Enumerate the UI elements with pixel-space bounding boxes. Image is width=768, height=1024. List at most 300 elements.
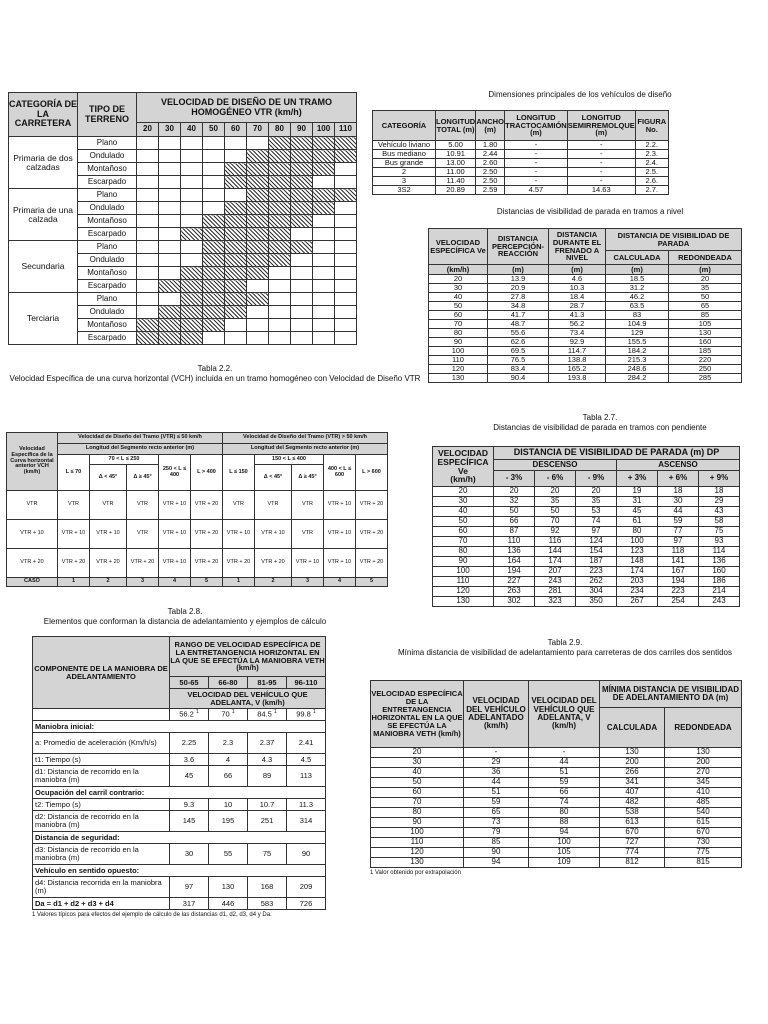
cell: 45: [170, 766, 209, 787]
unit: (m): [606, 265, 669, 275]
speed-range-cell: [291, 293, 313, 306]
speed-range-cell: [137, 280, 159, 293]
table-row: [9, 137, 357, 150]
speed-range-cell: [137, 241, 159, 254]
section-label: Maniobra inicial:: [33, 721, 326, 733]
cell: 105: [669, 320, 742, 329]
cell: VTR: [255, 491, 292, 520]
speed-range-cell: [313, 150, 335, 163]
speed-range-cell: [269, 150, 291, 163]
cell: 100: [529, 838, 600, 848]
cell: 2.3: [209, 733, 248, 754]
cell: 194: [494, 567, 535, 577]
caso-cell: 1: [223, 578, 255, 587]
speed-range-cell: [137, 215, 159, 228]
cell: 40: [433, 507, 494, 517]
cell: 263: [494, 587, 535, 597]
table-row: [429, 302, 742, 311]
cell: 223: [576, 567, 617, 577]
cell: 145: [170, 811, 209, 832]
cell: VTR: [223, 491, 255, 520]
terrain-cell: Ondulado: [78, 254, 137, 267]
cell: 2.60: [476, 159, 505, 168]
h7-red: REDONDEADA: [665, 708, 742, 748]
cell: 446: [209, 898, 248, 910]
speed-range-cell: [159, 306, 181, 319]
cell: 80: [617, 527, 658, 537]
speed-range-cell: [137, 189, 159, 202]
speed-range-cell: [181, 215, 203, 228]
cell: 93: [699, 537, 740, 547]
speed-range-cell: [225, 228, 247, 241]
speed-range-cell: [247, 293, 269, 306]
cell: 20: [429, 275, 488, 284]
h-vtr-b: Velocidad de Diseño del Tramo (VTR) > 50 km/h: [223, 433, 388, 444]
speed-range-cell: [137, 267, 159, 280]
speed-range-cell: [291, 228, 313, 241]
speed-range-cell: [269, 228, 291, 241]
cell: 30: [170, 844, 209, 865]
cell: a: Promedio de aceleración (Km/h/s): [33, 733, 170, 754]
cell: 88: [529, 818, 600, 828]
cell: 281: [535, 587, 576, 597]
speed-80: 80: [269, 123, 291, 137]
table-row: [7, 520, 388, 549]
cell: -: [505, 177, 568, 186]
speed-range-cell: [159, 176, 181, 189]
h-dvp: DISTANCIA DE VISIBILIDAD DE PARADA: [606, 229, 742, 251]
cell: 62.6: [488, 338, 549, 347]
cell: 124: [576, 537, 617, 547]
table-row: [33, 898, 326, 910]
caso-cell: 1: [58, 578, 90, 587]
speed-range-cell: [247, 280, 269, 293]
speed-range-cell: [269, 215, 291, 228]
h7-adelantado: VELOCIDAD DEL VEHÍCULO ADELANTADO (km/h): [464, 681, 529, 748]
footnote-typical: 1 Valores típicos para efectos del ejemplo de cálculo de las distancias d1, d2, d3, d4 y Da.: [32, 912, 272, 918]
cell: VTR: [58, 491, 90, 520]
speed-range-cell: [335, 254, 357, 267]
cell: 184.2: [606, 347, 669, 356]
speed-40: 40: [181, 123, 203, 137]
min-overtaking-table: [370, 680, 742, 876]
table-row: [433, 567, 740, 577]
vel-value: 70: [221, 709, 230, 719]
cell: 165.2: [549, 365, 606, 374]
table-row: [33, 865, 326, 877]
cell: 97: [658, 537, 699, 547]
grade-col: - 6%: [535, 471, 576, 487]
table-row: [433, 587, 740, 597]
speed-range-cell: [335, 319, 357, 332]
cell: VTR + 10: [324, 520, 356, 549]
cell: VTR + 10: [292, 549, 324, 578]
speed-range-cell: [225, 176, 247, 189]
cell: 250: [669, 365, 742, 374]
h-vtr-a: Velocidad de Diseño del Tramo (VTR) ≤ 50 km/h: [58, 433, 223, 444]
speed-range-cell: [225, 267, 247, 280]
speed-range-cell: [203, 189, 225, 202]
speed-range-cell: [137, 319, 159, 332]
cell: 2.7.: [635, 186, 668, 195]
cell: 10.7: [248, 799, 287, 811]
speed-range-cell: [247, 319, 269, 332]
cell: 160: [699, 567, 740, 577]
cell: 80: [529, 808, 600, 818]
cell: d4: Distancia recorrida en la maniobra (m): [33, 877, 170, 898]
header-col: CATEGORÍA: [373, 111, 436, 141]
cell: 66: [209, 766, 248, 787]
speed-range-cell: [335, 332, 357, 345]
speed-30: 30: [159, 123, 181, 137]
speed-range-cell: [181, 254, 203, 267]
speed-range-cell: [269, 137, 291, 150]
speed-range-cell: [291, 280, 313, 293]
cell: 20: [576, 487, 617, 497]
cell: 141: [658, 557, 699, 567]
cell: 32: [494, 497, 535, 507]
caption-text: Velocidad Específica de una curva horizontal (VCH) incluida en un tramo homogéneo con Velocidad de Diseño VTR: [9, 373, 421, 383]
header-category: CATEGORÍA DE LA CARRETERA: [9, 93, 78, 137]
cell: 30: [433, 497, 494, 507]
cell: 18: [658, 487, 699, 497]
cell: 154: [576, 547, 617, 557]
cell: 774: [600, 848, 665, 858]
cell: 615: [665, 818, 742, 828]
cell: 45: [617, 507, 658, 517]
speed-range-cell: [313, 280, 335, 293]
speed-range-cell: [203, 202, 225, 215]
speed-range-cell: [181, 176, 203, 189]
table-row: [371, 838, 742, 848]
speed-range-cell: [203, 267, 225, 280]
table-row: [371, 848, 742, 858]
cell: 4: [209, 754, 248, 766]
speed-range-cell: [247, 241, 269, 254]
speed-range-cell: [291, 176, 313, 189]
cell: 2.6.: [635, 177, 668, 186]
h5-ve-b: Ve: [458, 465, 468, 476]
table-row: [371, 768, 742, 778]
table-row: [371, 778, 742, 788]
cell: VTR + 20: [7, 549, 58, 578]
cell: 65: [669, 302, 742, 311]
vel-cell: [287, 709, 326, 721]
cell: 148: [617, 557, 658, 567]
cell: 90: [429, 338, 488, 347]
cell: 120: [433, 587, 494, 597]
cell: VTR + 20: [255, 549, 292, 578]
cell: 50: [494, 507, 535, 517]
cell: 193.8: [549, 374, 606, 383]
cell: 730: [665, 838, 742, 848]
grade-col: - 9%: [576, 471, 617, 487]
speed-110: 110: [335, 123, 357, 137]
speed-range-cell: [225, 280, 247, 293]
caso-cell: CASO: [7, 578, 58, 587]
terrain-cell: Escarpado: [78, 228, 137, 241]
blank: [33, 709, 170, 721]
h5-asc: ASCENSO: [617, 460, 740, 471]
cell: 3: [373, 177, 436, 186]
cell: VTR + 20: [191, 549, 223, 578]
cell: 155.5: [606, 338, 669, 347]
cell: 136: [699, 557, 740, 567]
footnote-mark: 1: [273, 709, 277, 716]
cell: 254: [658, 597, 699, 607]
category-cell: Secundaria: [9, 241, 78, 293]
cell: VTR + 10: [324, 549, 356, 578]
section-label: Ocupación del carril contrario:: [33, 787, 326, 799]
speed-range-cell: [203, 163, 225, 176]
speed-range-cell: [203, 150, 225, 163]
cell: 70: [371, 798, 464, 808]
speed-range-cell: [203, 306, 225, 319]
caption-table-2-2: [0, 364, 430, 383]
cell: 174: [535, 557, 576, 567]
cell: 410: [665, 788, 742, 798]
terrain-cell: Plano: [78, 293, 137, 306]
cell: 66: [529, 788, 600, 798]
cell: -: [505, 141, 568, 150]
cell: 20.89: [436, 186, 476, 195]
cell: 583: [248, 898, 287, 910]
speed-range-cell: [269, 332, 291, 345]
cell: 80: [429, 329, 488, 338]
cell: 314: [287, 811, 326, 832]
cell: t2: Tiempo (s): [33, 799, 170, 811]
cell: 220: [669, 356, 742, 365]
table-row: [371, 758, 742, 768]
speed-range-cell: [225, 306, 247, 319]
cell: 20.9: [488, 284, 549, 293]
footnote-extrapolation: 1 Valor obtenido por extrapolación: [370, 870, 461, 876]
c6: Δ < 45°: [255, 465, 292, 491]
cell: 2.41: [287, 733, 326, 754]
cell: 53: [576, 507, 617, 517]
cell: 59: [529, 778, 600, 788]
cell: 29: [464, 758, 529, 768]
cell: 200: [600, 758, 665, 768]
cell: VTR + 20: [356, 520, 388, 549]
cell: 44: [464, 778, 529, 788]
cell: 540: [665, 808, 742, 818]
speed-range-cell: [269, 176, 291, 189]
caso-cell: 5: [356, 578, 388, 587]
caso-cell: 3: [292, 578, 324, 587]
speed-range-cell: [203, 280, 225, 293]
curve-speed-table: [6, 432, 388, 587]
speed-range-cell: [203, 215, 225, 228]
speed-range-cell: [159, 332, 181, 345]
cell: 4.5: [287, 754, 326, 766]
cell: 13.9: [488, 275, 549, 284]
cell: 70: [535, 517, 576, 527]
table-row: [7, 491, 388, 520]
cell: 58: [699, 517, 740, 527]
cell: 90: [464, 848, 529, 858]
grade-col: - 3%: [494, 471, 535, 487]
cell: 60: [433, 527, 494, 537]
cell: 130: [669, 329, 742, 338]
table-row: [33, 787, 326, 799]
h5-dp: DISTANCIA DE VISIBILIDAD DE PARADA (m) DP: [494, 447, 740, 460]
speed-range-cell: [159, 319, 181, 332]
h-mid-b: 150 < L ≤ 400: [255, 455, 324, 465]
terrain-cell: Escarpado: [78, 280, 137, 293]
cell: 50: [433, 517, 494, 527]
cell: 130: [209, 877, 248, 898]
speed-range-cell: [313, 137, 335, 150]
cell: 407: [600, 788, 665, 798]
cell: 123: [617, 547, 658, 557]
cell: 284.2: [606, 374, 669, 383]
table-row: [9, 293, 357, 306]
caption-title: Tabla 2.7.: [582, 413, 618, 422]
caso-cell: 5: [191, 578, 223, 587]
h-mid-a: 70 < L ≤ 250: [90, 455, 159, 465]
speed-range-cell: [291, 319, 313, 332]
speed-range-cell: [269, 189, 291, 202]
h-red: REDONDEADA: [669, 251, 742, 265]
cell: 2.37: [248, 733, 287, 754]
unit: (km/h): [429, 265, 488, 275]
table-row: [371, 748, 742, 758]
speed-range-cell: [247, 254, 269, 267]
cell: 56.2: [549, 320, 606, 329]
h6-rango: RANGO DE VELOCIDAD ESPECÍFICA DE LA ENTRETANGENCIA HORIZONTAL EN LA QUE SE EFECTÚA LA MANIOBRA VETH (km/h): [170, 637, 326, 677]
cell: 113: [287, 766, 326, 787]
c9: L > 600: [356, 455, 388, 491]
cell: 2.3.: [635, 150, 668, 159]
cell: 538: [600, 808, 665, 818]
cell: 215.3: [606, 356, 669, 365]
grade-col: + 6%: [658, 471, 699, 487]
cell: 13.00: [436, 159, 476, 168]
cell: 243: [699, 597, 740, 607]
cell: -: [529, 748, 600, 758]
speed-100: 100: [313, 123, 335, 137]
cell: 50: [669, 293, 742, 302]
cell: 100: [371, 828, 464, 838]
speed-range-cell: [203, 228, 225, 241]
cell: 100: [433, 567, 494, 577]
cell: 70: [433, 537, 494, 547]
terrain-cell: Escarpado: [78, 332, 137, 345]
speed-range-cell: [291, 332, 313, 345]
speed-70: 70: [247, 123, 269, 137]
header-col: FIGURA No.: [635, 111, 668, 141]
header-col: LONGITUD TRACTOCAMIÓN (m): [505, 111, 568, 141]
cell: VTR + 20: [58, 549, 90, 578]
speed-range-cell: [313, 306, 335, 319]
table-row: [7, 549, 388, 578]
h5-ve-a: VELOCIDAD ESPECÍFICA: [437, 447, 489, 467]
h-fren: DISTANCIA DURANTE EL FRENADO A NIVEL: [549, 229, 606, 265]
cell: d3: Distancia de recorrido en la maniobra (m): [33, 844, 170, 865]
cell: 11.3: [287, 799, 326, 811]
speed-range-cell: [225, 332, 247, 345]
table-row: [33, 877, 326, 898]
speed-range-cell: [269, 306, 291, 319]
cell: 164: [494, 557, 535, 567]
cell: 59: [464, 798, 529, 808]
speed-20: 20: [137, 123, 159, 137]
speed-range-cell: [247, 137, 269, 150]
cell: 186: [699, 577, 740, 587]
table-row: [429, 311, 742, 320]
c5: L ≤ 150: [223, 455, 255, 491]
speed-range-cell: [181, 319, 203, 332]
table-row: [433, 487, 740, 497]
speed-range-cell: [313, 254, 335, 267]
speed-range-cell: [313, 319, 335, 332]
speed-range-cell: [247, 267, 269, 280]
vehicle-dimensions-table: [372, 110, 669, 195]
cell: 97: [576, 527, 617, 537]
c1: Δ < 45°: [90, 465, 127, 491]
c0: L ≤ 70: [58, 455, 90, 491]
speed-range-cell: [291, 163, 313, 176]
speed-range-cell: [269, 202, 291, 215]
cell: 70: [429, 320, 488, 329]
unit: (m): [488, 265, 549, 275]
cell: 114: [699, 547, 740, 557]
section-label: Vehículo en sentido opuesto:: [33, 865, 326, 877]
cell: 11.00: [436, 168, 476, 177]
cell: VTR: [292, 520, 324, 549]
cell: 185: [669, 347, 742, 356]
speed-range-cell: [159, 280, 181, 293]
cell: t1: Tiempo (s): [33, 754, 170, 766]
category-cell: Primaria de dos calzadas: [9, 137, 78, 189]
speed-range-cell: [181, 267, 203, 280]
cell: VTR + 20: [223, 549, 255, 578]
cell: 262: [576, 577, 617, 587]
speed-range-cell: [203, 332, 225, 345]
cell: 251: [248, 811, 287, 832]
table-row: [33, 832, 326, 844]
table-row: [33, 844, 326, 865]
cell: 85: [669, 311, 742, 320]
caso-cell: 4: [324, 578, 356, 587]
terrain-cell: Ondulado: [78, 150, 137, 163]
cell: 51: [529, 768, 600, 778]
cell: 4.3: [248, 754, 287, 766]
cell: VTR: [7, 491, 58, 520]
cell: 59: [658, 517, 699, 527]
table-row: [9, 241, 357, 254]
speed-range-cell: [137, 202, 159, 215]
cell: VTR + 20: [90, 549, 127, 578]
cell: 302: [494, 597, 535, 607]
h-seg-b: Longitud del Segmento recto anterior (m): [223, 444, 388, 455]
caso-row: [7, 578, 388, 587]
speed-range-cell: [335, 306, 357, 319]
cell: 4.6: [549, 275, 606, 284]
speed-range-cell: [181, 332, 203, 345]
speed-range-cell: [181, 150, 203, 163]
terrain-cell: Ondulado: [78, 202, 137, 215]
cell: 2.50: [476, 177, 505, 186]
speed-range-cell: [335, 150, 357, 163]
cell: 105: [529, 848, 600, 858]
cell: 31: [617, 497, 658, 507]
speed-range-cell: [335, 137, 357, 150]
cell: VTR: [127, 520, 159, 549]
cell: 94: [464, 858, 529, 868]
caso-cell: 3: [127, 578, 159, 587]
